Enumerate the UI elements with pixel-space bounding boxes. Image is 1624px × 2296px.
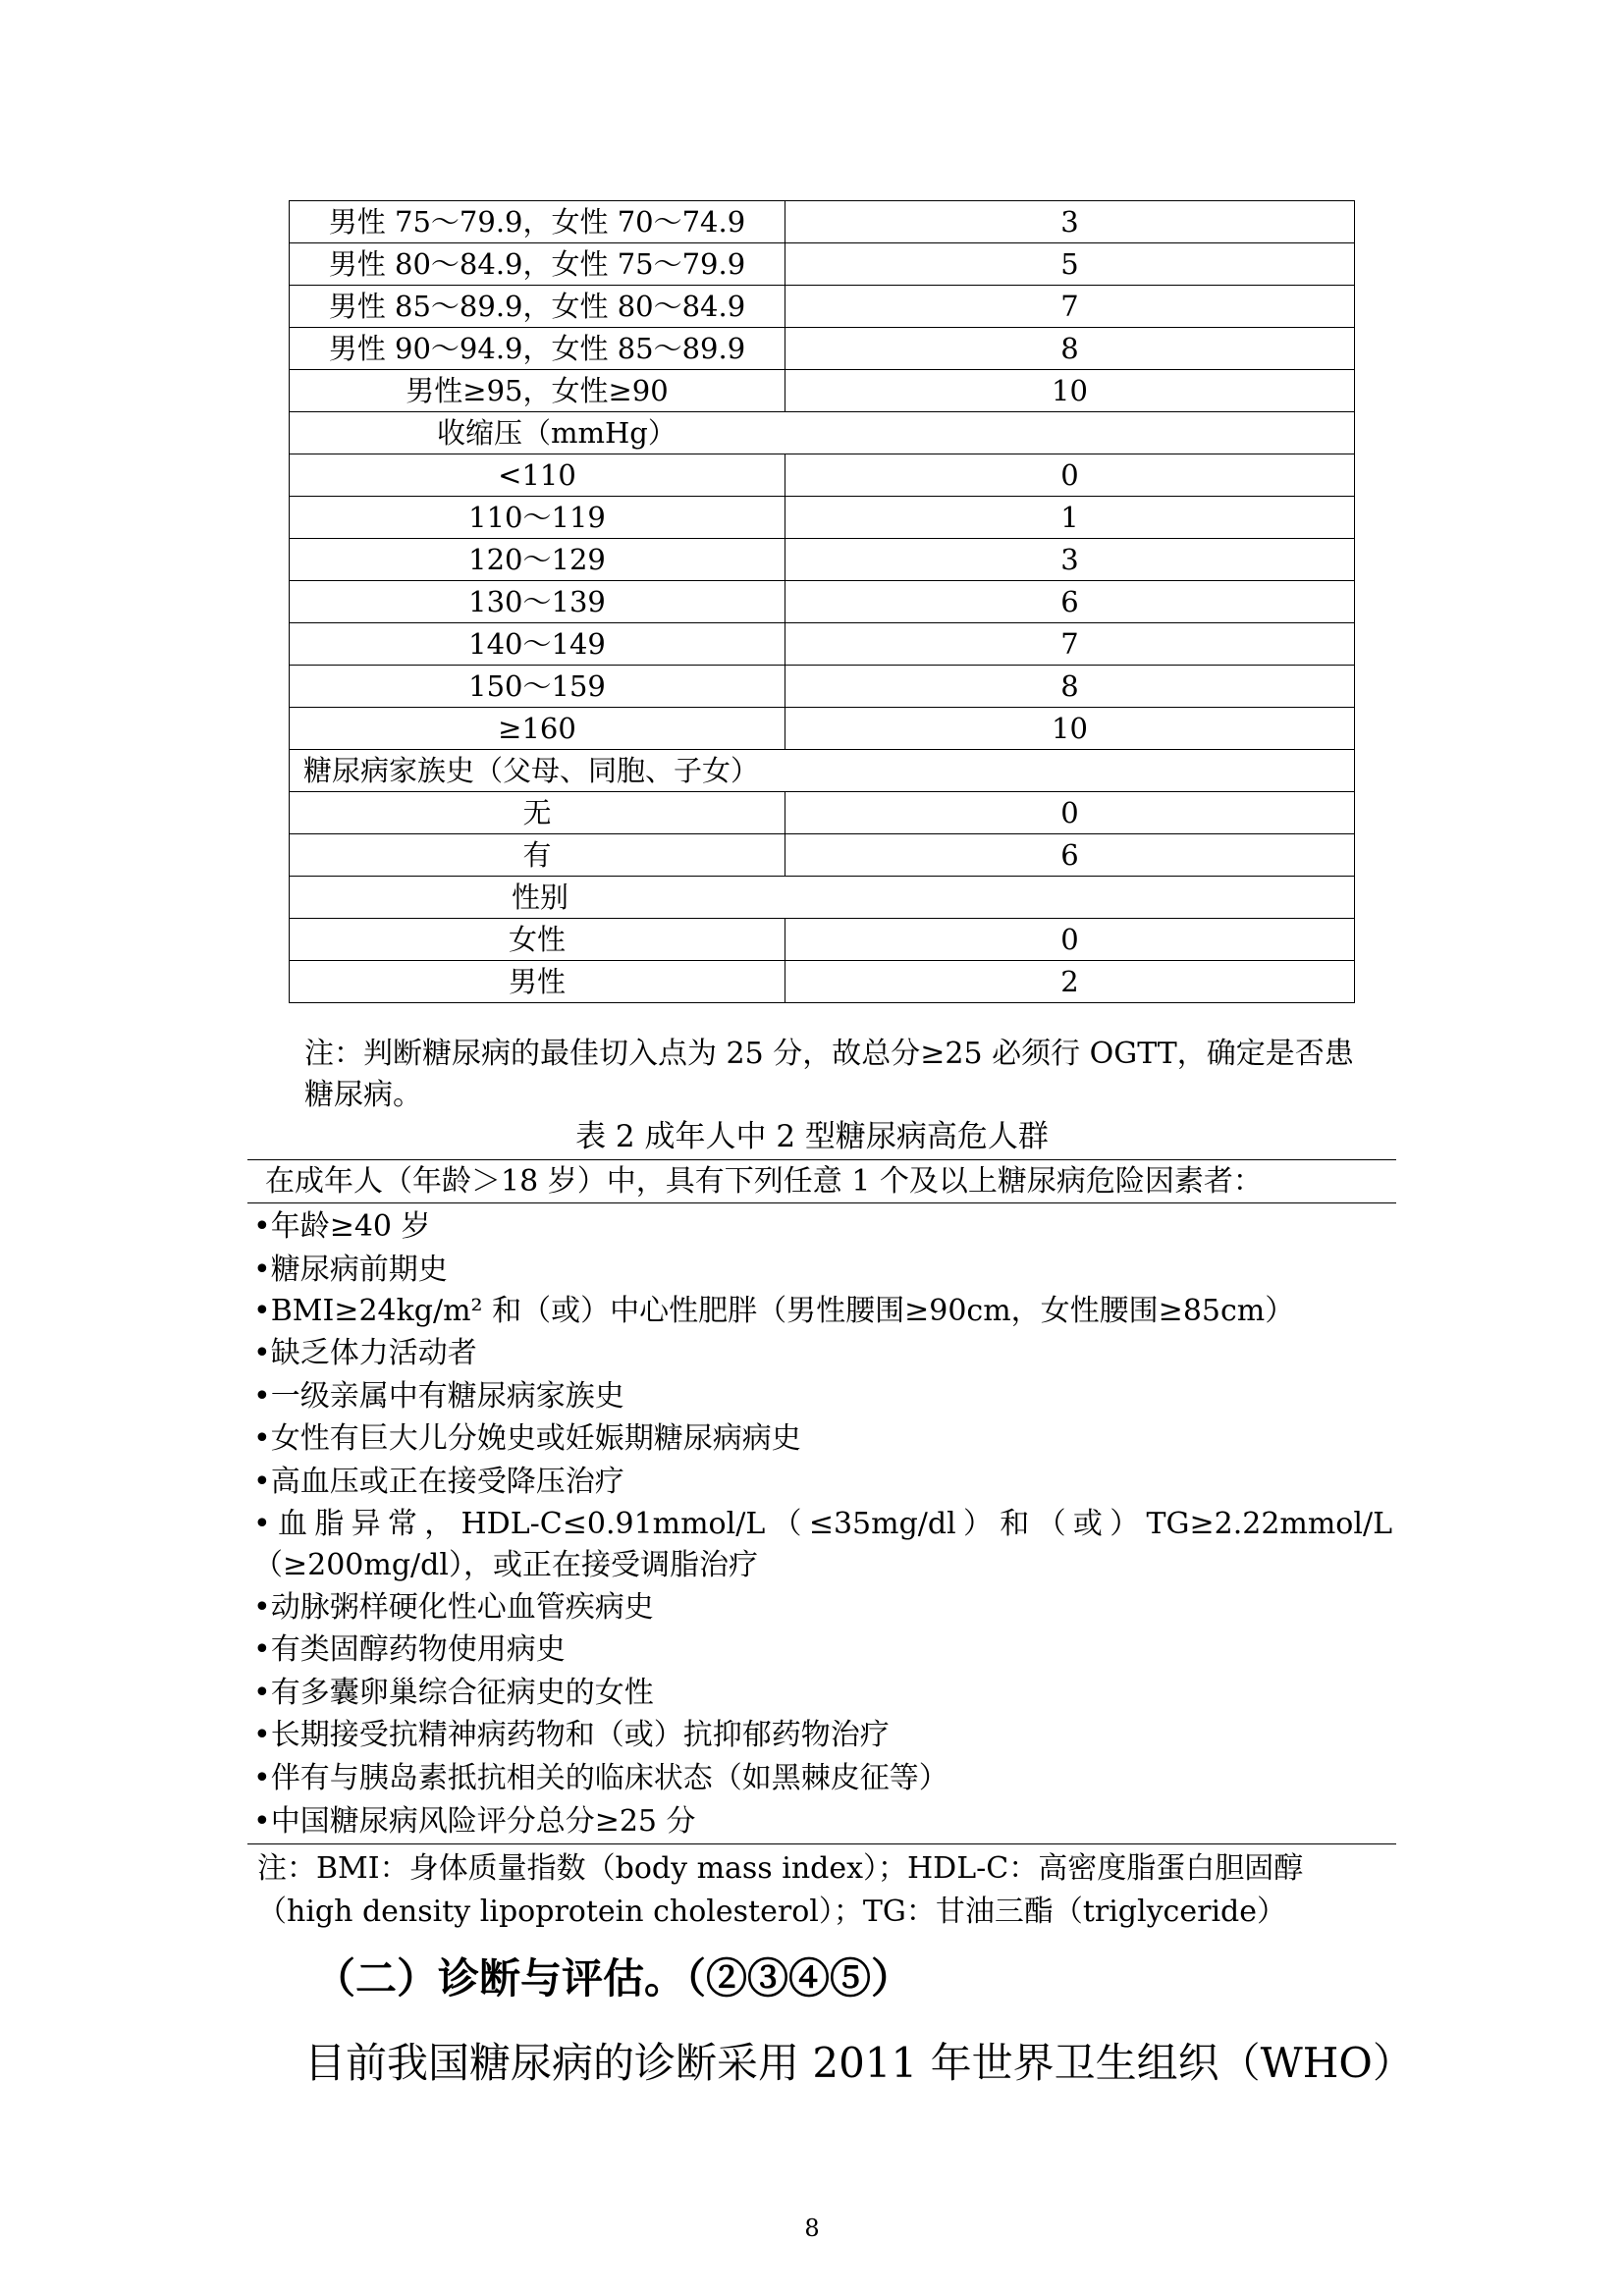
table-row: [290, 961, 1355, 1003]
list-item: •糖尿病前期史: [253, 1252, 448, 1287]
category-label: [290, 412, 1355, 454]
table-category-row: [290, 877, 1355, 919]
row-score: 7: [785, 286, 1355, 328]
list-item: •女性有巨大儿分娩史或妊娠期糖尿病病史: [253, 1421, 801, 1457]
list-item: •有多囊卵巢综合征病史的女性: [253, 1675, 654, 1710]
list-item: •BMI≥24kg/m² 和（或）中心性肥胖（男性腰围≥90cm，女性腰围≥85cm）: [253, 1294, 1295, 1329]
table-row: [290, 201, 1355, 243]
row-score: 8: [785, 666, 1355, 708]
category-label: [290, 877, 1355, 919]
table-row: [290, 792, 1355, 834]
table-category-row: [290, 412, 1355, 454]
row-label: 男性 75～79.9，女性 70～74.9: [290, 201, 785, 243]
row-score: 5: [785, 243, 1355, 286]
table-row: [290, 497, 1355, 539]
table-row: [290, 581, 1355, 623]
row-label: 110～119: [290, 497, 785, 539]
table-row: [290, 286, 1355, 328]
row-score: 7: [785, 623, 1355, 666]
row-score: 8: [785, 328, 1355, 370]
table2-intro: 在成年人（年龄＞18 岁）中，具有下列任意 1 个及以上糖尿病危险因素者：: [265, 1164, 1263, 1199]
table-row: [290, 370, 1355, 412]
table2-bottom-rule: [247, 1843, 1396, 1844]
list-item: •缺乏体力活动者: [253, 1336, 477, 1371]
list-item: •动脉粥样硬化性心血管疾病史: [253, 1589, 654, 1625]
table-row: [290, 328, 1355, 370]
list-item: •一级亲属中有糖尿病家族史: [253, 1378, 624, 1414]
list-item: •伴有与胰岛素抵抗相关的临床状态（如黑棘皮征等）: [253, 1760, 948, 1795]
table2-header-rule: [247, 1202, 1396, 1203]
table2-note: 注：BMI：身体质量指数（body mass index）；HDL-C：高密度脂蛋白胆固醇（high density lipoprotein cholesterol）；TG：甘油三酯（triglyceride）: [257, 1851, 1304, 1929]
row-score: 0: [785, 454, 1355, 497]
row-label: 男性 90～94.9，女性 85～89.9: [290, 328, 785, 370]
list-item: •年龄≥40 岁: [253, 1209, 431, 1244]
table-row: [290, 834, 1355, 877]
row-label: 有: [290, 834, 785, 877]
table-row: [290, 708, 1355, 750]
row-score: 2: [785, 961, 1355, 1003]
row-label: ≥160: [290, 708, 785, 750]
list-item: •有类固醇药物使用病史: [253, 1632, 566, 1668]
table-row: [290, 919, 1355, 961]
row-label: 男性 80～84.9，女性 75～79.9: [290, 243, 785, 286]
row-score: 6: [785, 834, 1355, 877]
risk-score-table: [289, 200, 1355, 1003]
row-label: 男性 85～89.9，女性 80～84.9: [290, 286, 785, 328]
row-score: 10: [785, 708, 1355, 750]
row-label: <110: [290, 454, 785, 497]
row-score: 6: [785, 581, 1355, 623]
category-label-text: 性别: [512, 880, 569, 914]
category-label: [290, 750, 1355, 792]
row-label: 无: [290, 792, 785, 834]
page-number: 8: [804, 2215, 820, 2242]
row-score: 3: [785, 539, 1355, 581]
table-row: [290, 539, 1355, 581]
list-item: •长期接受抗精神病药物和（或）抗抑郁药物治疗: [253, 1718, 890, 1753]
section-heading: （二）诊断与评估。（②③④⑤）: [314, 1954, 913, 2002]
table2-top-rule: [247, 1159, 1396, 1160]
row-label: 男性: [290, 961, 785, 1003]
table-row: [290, 666, 1355, 708]
row-label: 120～129: [290, 539, 785, 581]
row-label: 150～159: [290, 666, 785, 708]
table1-note: 注：判断糖尿病的最佳切入点为 25 分，故总分≥25 必须行 OGTT，确定是否患糖尿病。: [304, 1037, 1354, 1112]
category-label-text: 糖尿病家族史（父母、同胞、子女）: [303, 753, 760, 787]
row-label: 140～149: [290, 623, 785, 666]
list-item: •高血压或正在接受降压治疗: [253, 1464, 624, 1499]
row-score: 0: [785, 792, 1355, 834]
table-category-row: [290, 750, 1355, 792]
row-score: 3: [785, 201, 1355, 243]
risk-score-table-body: [290, 201, 1355, 1003]
list-item: •中国糖尿病风险评分总分≥25 分: [253, 1803, 696, 1839]
row-score: 0: [785, 919, 1355, 961]
row-score: 1: [785, 497, 1355, 539]
risk-factor-list: [253, 1205, 1392, 1842]
list-item: •血脂异常，HDL-C≤0.91mmol/L（≤35mg/dl）和（或）TG≥2.22mmol/L（≥200mg/dl），或正在接受调脂治疗: [253, 1506, 1392, 1582]
table-row: [290, 243, 1355, 286]
row-label: 130～139: [290, 581, 785, 623]
row-label: 男性≥95，女性≥90: [290, 370, 785, 412]
category-label-text: 收缩压（mmHg）: [437, 415, 677, 450]
body-paragraph: 目前我国糖尿病的诊断采用 2011 年世界卫生组织（WHO）: [304, 2039, 1414, 2087]
table-row: [290, 454, 1355, 497]
row-label: 女性: [290, 919, 785, 961]
row-score: 10: [785, 370, 1355, 412]
table-row: [290, 623, 1355, 666]
table2-caption: 表 2 成年人中 2 型糖尿病高危人群: [575, 1119, 1049, 1154]
